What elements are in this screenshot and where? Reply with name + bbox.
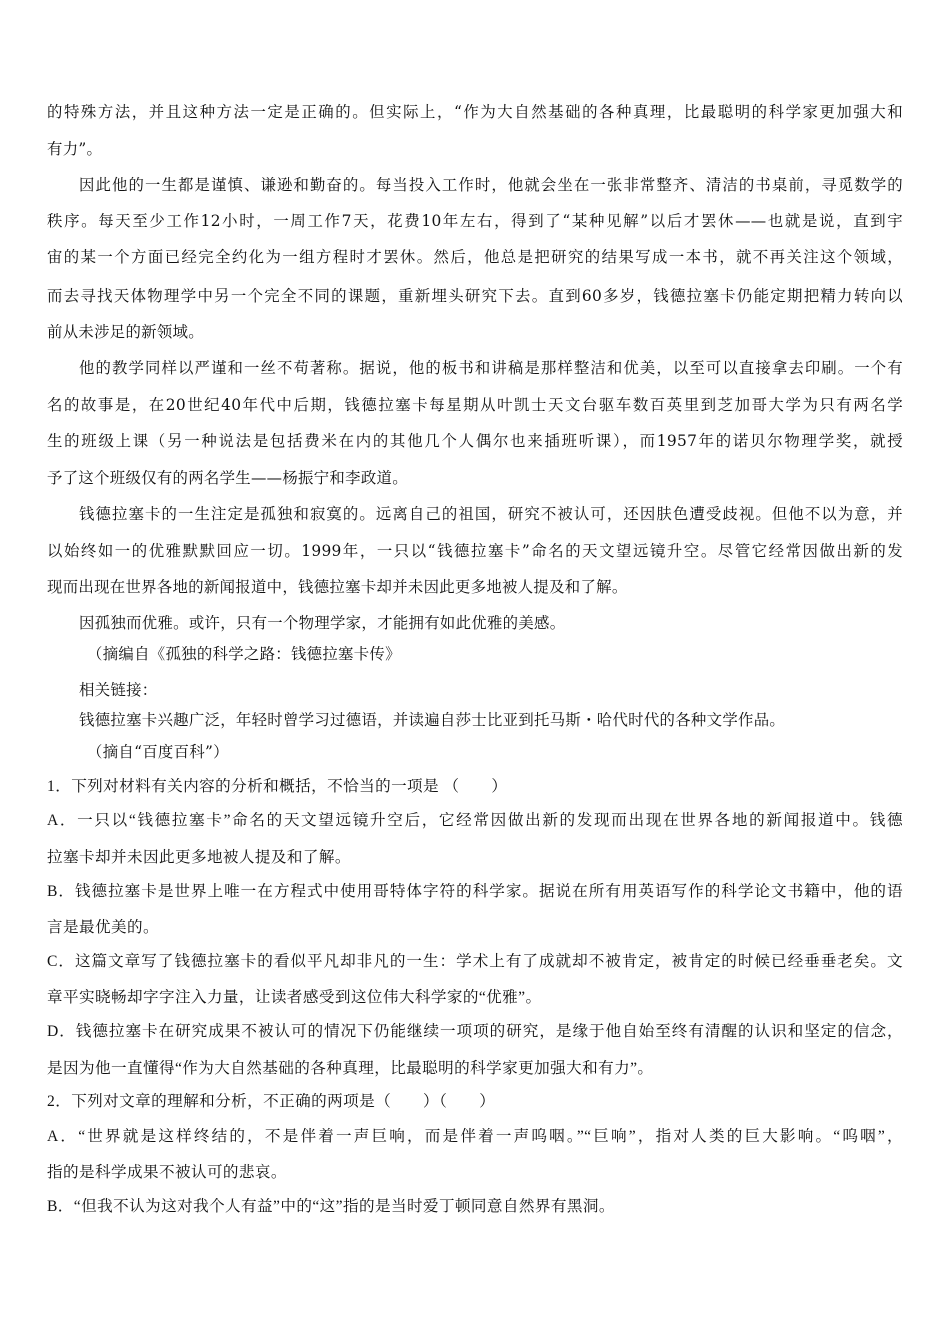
- question-1-option-c: C．这篇文章写了钱德拉塞卡的看似平凡却非凡的一生：学术上有了成就却不被肯定，被肯定的时候已经垂垂老矣。文: [47, 953, 903, 970]
- paragraph-line: 生的班级上课（另一种说法是包括费米在内的其他几个人偶尔也来插班听课），而1957年的诺贝尔物理学奖，就授: [47, 432, 903, 450]
- paragraph-line: 因此他的一生都是谨慎、谦逊和勤奋的。每当投入工作时，他就会坐在一张非常整齐、清洁的书桌前，寻觅数学的: [79, 176, 903, 194]
- paragraph-line: 钱德拉塞卡的一生注定是孤独和寂寞的。远离自己的祖国，研究不被认可，还因肤色遭受歧视。但他不以为意，并: [79, 505, 903, 523]
- question-1-option-c: 章平实晓畅却字字注入力量，让读者感受到这位伟大科学家的“优雅”。: [47, 989, 542, 1006]
- paragraph-line: 名的故事是，在20世纪40年代中后期，钱德拉塞卡每星期从叶凯士天文台驱车数百英里到芝加哥大学为只有两名学: [47, 396, 903, 414]
- related-link-text: 钱德拉塞卡兴趣广泛，年轻时曾学习过德语，并读遍自莎士比亚到托马斯・哈代时代的各种文学作品。: [79, 711, 786, 729]
- paragraph-line: 现而出现在世界各地的新闻报道中，钱德拉塞卡却并未因此更多地被人提及和了解。: [47, 578, 628, 596]
- paragraph-line: 他的教学同样以严谨和一丝不苟著称。据说，他的板书和讲稿是那样整洁和优美，以至可以直接拿去印刷。一个有: [79, 359, 903, 377]
- paragraph-line: 而去寻找天体物理学中另一个完全不同的课题，重新埋头研究下去。直到60多岁，钱德拉塞卡仍能定期把精力转向以: [47, 287, 903, 305]
- question-1-option-d: 是因为他一直懂得“作为大自然基础的各种真理，比最聪明的科学家更加强大和有力”。: [47, 1060, 654, 1077]
- paragraph-line: 有力”。: [47, 140, 103, 158]
- paragraph-line: 予了这个班级仅有的两名学生——杨振宁和李政道。: [47, 469, 408, 487]
- question-2-option-a: 指的是科学成果不被认可的悲哀。: [47, 1164, 287, 1181]
- paragraph-line: 的特殊方法，并且这种方法一定是正确的。但实际上，“作为大自然基础的各种真理，比最聪明的科学家更加强大和: [47, 103, 903, 121]
- question-2-stem: 2．下列对文章的理解和分析，不正确的两项是（ ）（ ）: [47, 1093, 496, 1110]
- paragraph-line: 秩序。每天至少工作12小时，一周工作7天，花费10年左右，得到了“某种见解”以后才罢休——也就是说，直到宇: [47, 212, 903, 230]
- question-2-option-b: B．“但我不认为这对我个人有益”中的“这”指的是当时爱丁顿同意自然界有黑洞。: [47, 1198, 615, 1215]
- question-1-option-d: D．钱德拉塞卡在研究成果不被认可的情况下仍能继续一项项的研究，是缘于他自始至终有清醒的认识和坚定的信念，: [47, 1023, 903, 1040]
- related-link-heading: 相关链接：: [79, 681, 158, 699]
- question-2-option-a: A．“世界就是这样终结的，不是伴着一声巨响，而是伴着一声呜咽。”“巨响”，指对人类的巨大影响。“呜咽”，: [47, 1128, 903, 1145]
- question-1-option-a: 拉塞卡却并未因此更多地被人提及和了解。: [47, 849, 351, 866]
- paragraph-line: 因孤独而优雅。或许，只有一个物理学家，才能拥有如此优雅的美感。: [79, 614, 566, 632]
- related-link-source: （摘自“百度百科”）: [87, 743, 229, 761]
- question-1-option-b: 言是最优美的。: [47, 919, 159, 936]
- paragraph-line: 宙的某一个方面已经完全约化为一组方程时才罢休。然后，他总是把研究的结果写成一本书，就不再关注这个领域，: [47, 248, 903, 266]
- question-1-option-b: B．钱德拉塞卡是世界上唯一在方程式中使用哥特体字符的科学家。据说在所有用英语写作的科学论文书籍中，他的语: [47, 883, 903, 900]
- question-1-option-a: A．一只以“钱德拉塞卡”命名的天文望远镜升空后，它经常因做出新的发现而出现在世界各地的新闻报道中。钱德: [47, 812, 903, 829]
- question-1-stem: 1．下列对材料有关内容的分析和概括，不恰当的一项是 （ ）: [47, 778, 508, 795]
- paragraph-line: 前从未涉足的新领域。: [47, 323, 204, 341]
- source-citation: （摘编自《孤独的科学之路：钱德拉塞卡传》: [87, 645, 401, 663]
- paragraph-line: 以始终如一的优雅默默回应一切。1999年，一只以“钱德拉塞卡”命名的天文望远镜升空。尽管它经常因做出新的发: [47, 542, 903, 560]
